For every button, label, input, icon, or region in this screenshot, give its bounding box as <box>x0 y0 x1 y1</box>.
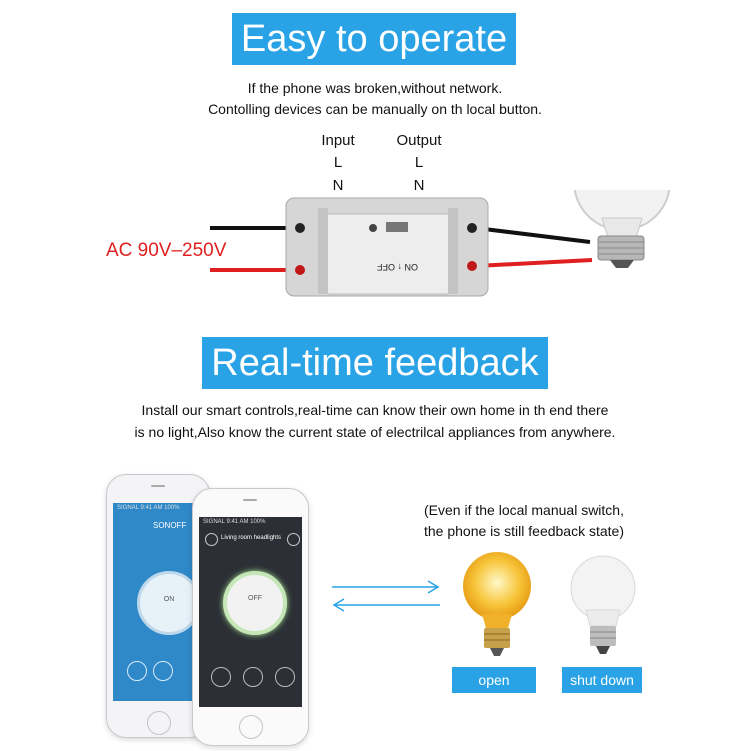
more-options-icon[interactable] <box>287 533 300 546</box>
phone-left-home-button <box>147 711 171 735</box>
output-n-label: N <box>413 177 425 194</box>
feedback-line-2: is no light,Also know the current state of electrilcal appliances from anywhere. <box>134 424 616 440</box>
lit-bulb-icon <box>452 548 542 663</box>
off-bulb-icon <box>560 552 646 660</box>
light-bulb-diagram <box>574 190 670 268</box>
note-line-2: the phone is still feedback state) <box>423 523 624 539</box>
phone-right-power-button[interactable] <box>223 571 287 635</box>
smart-switch-module <box>286 198 488 296</box>
phone-left-power-label: ON <box>163 596 175 603</box>
output-neutral-wire <box>476 228 590 242</box>
feedback-line-1: Install our smart controls,real-time can know their own home in th end there <box>141 402 609 418</box>
phone-right-home-button <box>239 715 263 739</box>
phone-left-speaker <box>151 485 165 487</box>
open-label: open <box>452 667 536 693</box>
real-time-feedback-banner: Real-time feedback <box>202 337 548 389</box>
back-arrow-icon[interactable] <box>205 533 218 546</box>
voltage-label: AC 90V–250V <box>106 240 227 261</box>
easy-to-operate-banner: Easy to operate <box>232 13 516 65</box>
output-live-wire <box>476 260 592 266</box>
alarm-clock-icon[interactable] <box>153 661 173 681</box>
note-line-1: (Even if the local manual switch, <box>424 502 624 518</box>
phone-right-status: SIGNAL 9:41 AM 100% <box>203 519 266 525</box>
input-label: Input <box>321 132 355 149</box>
output-label: Output <box>396 132 442 149</box>
sonoff-app-title: SONOFF <box>153 521 187 530</box>
phone-right <box>192 488 309 746</box>
input-n-label: N <box>332 177 344 194</box>
switch-on-off-text: ON ↑ OFF <box>377 262 418 272</box>
output-l-label: L <box>414 154 424 171</box>
tag-icon[interactable] <box>275 667 295 687</box>
phone-right-speaker <box>243 499 257 501</box>
phone-right-screen <box>199 517 302 707</box>
settings-icon[interactable] <box>127 661 147 681</box>
phone-right-power-label: OFF <box>248 595 262 602</box>
intro-line-2: Contolling devices can be manually on th local button. <box>208 101 542 117</box>
intro-line-1: If the phone was broken,without network. <box>247 80 503 96</box>
sync-arrows-icon <box>330 575 442 615</box>
input-l-label: L <box>333 154 343 171</box>
settings-icon[interactable] <box>211 667 231 687</box>
phone-left-status: SIGNAL 9:41 AM 100% <box>117 505 180 511</box>
device-title: Living room headlights <box>221 535 282 541</box>
alarm-clock-icon[interactable] <box>243 667 263 687</box>
shut-down-label: shut down <box>562 667 642 693</box>
